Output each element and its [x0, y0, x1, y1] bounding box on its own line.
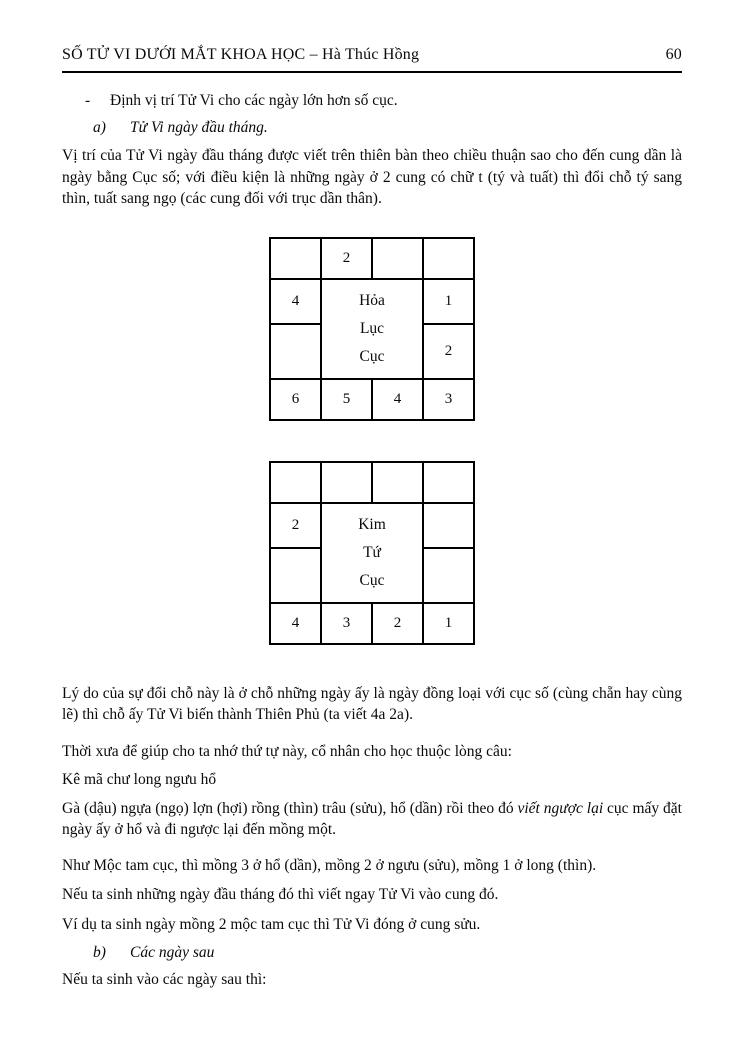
table-cell: 6: [270, 379, 321, 420]
bullet-text: Định vị trí Tử Vi cho các ngày lớn hơn số cục.: [110, 92, 398, 109]
table-cell: [423, 548, 474, 603]
table-cell: 4: [372, 379, 423, 420]
book-title: SỐ TỬ VI DƯỚI MẮT KHOA HỌC – Hà Thúc Hồng: [62, 46, 420, 63]
section-heading-a-label: a): [93, 119, 106, 136]
paragraph-ga-end: cục mấy đặt ngày ấy ở hổ và đi ngược lại đến mồng một.: [62, 799, 682, 838]
table-cell: 1: [423, 279, 474, 324]
paragraph-vidu: Ví dụ ta sinh ngày mồng 2 mộc tam cục thì Tử Vi đóng ở cung sửu.: [62, 915, 481, 933]
section-heading-a: [93, 119, 682, 137]
center-line: Tứ: [363, 543, 381, 561]
section-heading-b-label: b): [93, 944, 106, 961]
paragraph-cacngay: Nếu ta sinh vào các ngày sau thì:: [62, 971, 267, 988]
section-heading-a-text: Tử Vi ngày đầu tháng.: [130, 119, 268, 136]
table-cell: [423, 238, 474, 279]
table-cell: 2: [270, 503, 321, 548]
table-cell: 1: [423, 603, 474, 644]
paragraph-intro: Vị trí của Tử Vi ngày đầu tháng được viết trên thiên bàn theo chiều thuận sao cho đến cung dần là ngày bằng Cục số; với điều kiện là những ngày ở 2 cung có chữ t (tý và tuất) thì đổi chỗ tý sang thìn, tuất sang ngọ (các cung đối với trục dần thân).: [62, 147, 682, 207]
table-cell: 5: [321, 379, 372, 420]
center-line: Lục: [359, 319, 385, 337]
center-line: Cục: [359, 347, 385, 365]
table-cell: [270, 462, 321, 503]
paragraph-nhumoc: Như Mộc tam cục, thì mồng 3 ở hổ (dần), mồng 2 ở ngưu (sửu), mồng 1 ở long (thìn).: [62, 856, 597, 874]
paragraph-ga-italic: viết ngược lại: [517, 799, 604, 817]
section-heading-b: [93, 944, 682, 962]
table-cell: 4: [270, 279, 321, 324]
paragraph-ga: [62, 798, 682, 841]
page-number: 60: [665, 46, 682, 63]
bullet-dash: -: [85, 92, 91, 109]
table-cell: [423, 462, 474, 503]
paragraph-lydo: Lý do của sự đổi chỗ này là ở chỗ những ngày ấy là ngày đồng loại với cục số (cùng chẵn hay cùng lẽ) thì chỗ ấy Tử Vi biến thành Thiên Phủ (ta viết 4a 2a).: [62, 684, 682, 723]
section-heading-b-text: Các ngày sau: [130, 944, 215, 961]
bullet-item: [85, 92, 682, 110]
table-cell: 2: [423, 324, 474, 379]
table-cell: [423, 503, 474, 548]
hoa-luc-cuc-table: [269, 237, 475, 421]
table-cell: [372, 462, 423, 503]
paragraph-kema: Kê mã chư long ngưu hổ: [62, 771, 217, 788]
paragraph-thoixua: Thời xưa để giúp cho ta nhớ thứ tự này, cổ nhân cho học thuộc lòng câu:: [62, 742, 512, 760]
center-line: Hỏa: [359, 291, 385, 309]
center-line: Kim: [358, 515, 386, 533]
table-cell: [372, 238, 423, 279]
paragraph-neusinh: Nếu ta sinh những ngày đầu tháng đó thì viết ngay Tử Vi vào cung đó.: [62, 886, 499, 903]
table-cell: 3: [321, 603, 372, 644]
table-center-cell: [321, 279, 423, 379]
center-line: Cục: [359, 571, 385, 589]
table-cell: 4: [270, 603, 321, 644]
table-cell: [270, 548, 321, 603]
kim-tu-cuc-table: [269, 461, 475, 645]
running-header: [62, 46, 682, 73]
table-cell: 2: [372, 603, 423, 644]
paragraph-ga-start: Gà (dậu) ngựa (ngọ) lợn (hợi) rồng (thìn) trâu (sửu), hổ (dần) rồi theo đó: [62, 799, 518, 817]
table-center-cell: [321, 503, 423, 603]
table-cell: [321, 462, 372, 503]
table-cell: 3: [423, 379, 474, 420]
table-cell: 2: [321, 238, 372, 279]
table-cell: [270, 238, 321, 279]
table-cell: [270, 324, 321, 379]
